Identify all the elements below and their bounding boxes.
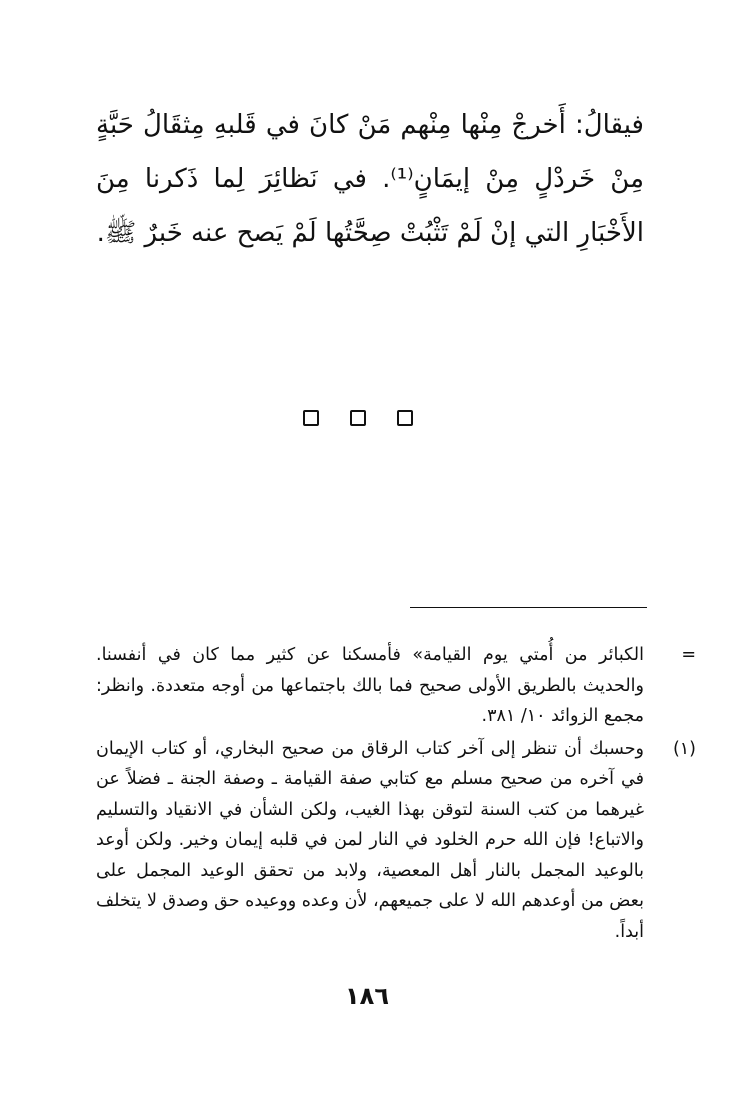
section-separator [303, 408, 413, 430]
footnotes [96, 640, 696, 947]
footnote-text: الكبائر من أُمتي يوم القيامة» فأمسكنا عن كثير مما كان في أنفسنا. والحديث بالطريق الأولى صحيح فما بالك باجتماعها من أوجه متعددة. وانظر: مجمع الزوائد ١٠/ ٣٨١. [96, 645, 644, 726]
square-ornament-icon [350, 410, 366, 426]
main-paragraph: فيقالُ: أَخرجْ مِنْها مِنْهم مَنْ كانَ في قَلبهِ مِثقَالُ حَبَّةٍ مِنْ خَردْلٍ مِنْ إيمَانٍ⁽¹⁾. في نَظائِرَ لِما ذَكرنا مِنَ الأَخْبَارِ التي إنْ لَمْ تَثْبُتْ صِحَّتُها لَمْ يَصح عنه خَبرٌ ﷺ. [96, 110, 644, 248]
page-number: ١٨٦ [345, 982, 389, 1010]
footnote-text: وحسبك أن تنظر إلى آخر كتاب الرقاق من صحيح البخاري، أو كتاب الإيمان في آخره من صحيح مسلم مع كتابي صفة القيامة ـ وصفة الجنة ـ فضلاً عن غيرهما من كتب السنة لتوقن بهذا الغيب، ولكن الشأن في الانقياد والتسليم والاتباع! فإن الله حرم الخلود في النار لمن في قلبه إيمان وخير. ولكن أوعد بالوعيد المجمل بالنار أهل المعصية، ولابد من تحقق الوعيد المجمل على بعض من أوعدهم الله لا على جميعهم، لأن وعده ووعيده حق وصدق لا يتخلف أبداً. [96, 738, 644, 942]
footnote-divider [410, 607, 647, 608]
main-text-block [96, 98, 644, 260]
square-ornament-icon [303, 410, 319, 426]
footnote-continuation [96, 640, 696, 732]
square-ornament-icon [397, 410, 413, 426]
footnote-1 [96, 734, 696, 948]
footnote-marker: (١) [672, 738, 696, 759]
footnote-marker: = [681, 645, 696, 665]
